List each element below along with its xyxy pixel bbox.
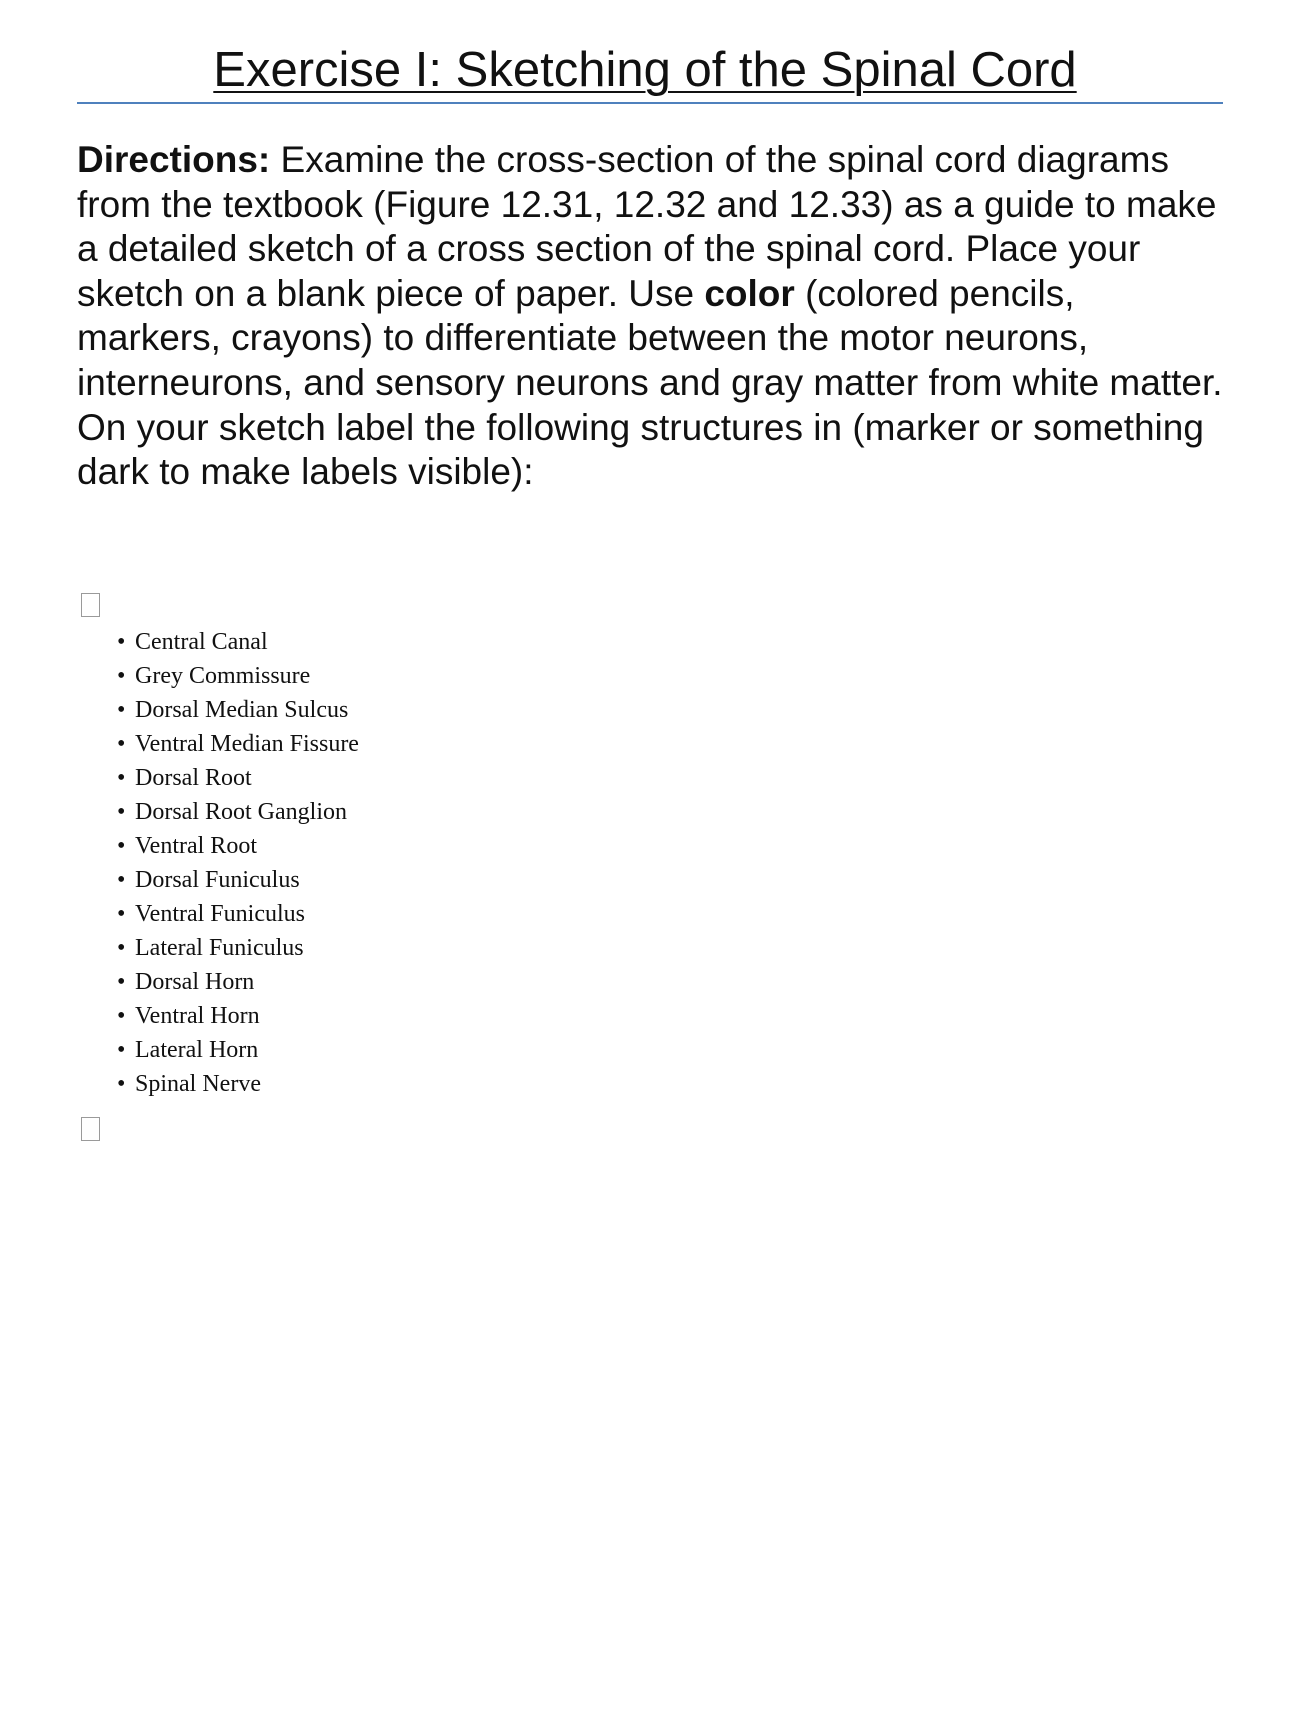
- title-divider: [77, 102, 1223, 104]
- list-item: • Grey Commissure: [117, 659, 359, 693]
- directions-label: Directions:: [77, 139, 271, 180]
- missing-glyph-box-icon: [81, 593, 100, 617]
- list-item: • Ventral Root: [117, 829, 359, 863]
- list-item: • Dorsal Funiculus: [117, 863, 359, 897]
- directions-text-part-2: (colored pencils, markers, crayons) to differentiate between the motor neurons, interneurons, and sensory neurons and gray matter from white matter. On your sketch label the following structures in (marker or something dark to make labels visible):: [77, 272, 1223, 493]
- structures-list: [117, 625, 359, 1101]
- missing-glyph-box-icon: [81, 1117, 100, 1141]
- list-item: • Central Canal: [117, 625, 359, 659]
- directions-bold-word: color: [704, 272, 795, 314]
- list-item: • Dorsal Median Sulcus: [117, 693, 359, 727]
- list-item: • Ventral Funiculus: [117, 897, 359, 931]
- list-item: • Dorsal Horn: [117, 965, 359, 999]
- list-item: • Dorsal Root Ganglion: [117, 795, 359, 829]
- list-item: • Ventral Median Fissure: [117, 727, 359, 761]
- list-item: • Spinal Nerve: [117, 1067, 359, 1101]
- list-item: • Dorsal Root: [117, 761, 359, 795]
- directions-text-part-1: Examine the cross-section of the spinal cord diagrams from the textbook (Figure 12.31, 12.32 and 12.33) as a guide to make a detailed sketch of a cross section of the spinal cord. Place your sketch on a blank piece of paper. Use: [77, 139, 1217, 314]
- page-title: Exercise I: Sketching of the Spinal Cord: [213, 43, 1077, 97]
- list-item: • Ventral Horn: [117, 999, 359, 1033]
- list-item: • Lateral Funiculus: [117, 931, 359, 965]
- list-item: • Lateral Horn: [117, 1033, 359, 1067]
- directions-paragraph: [77, 138, 1227, 495]
